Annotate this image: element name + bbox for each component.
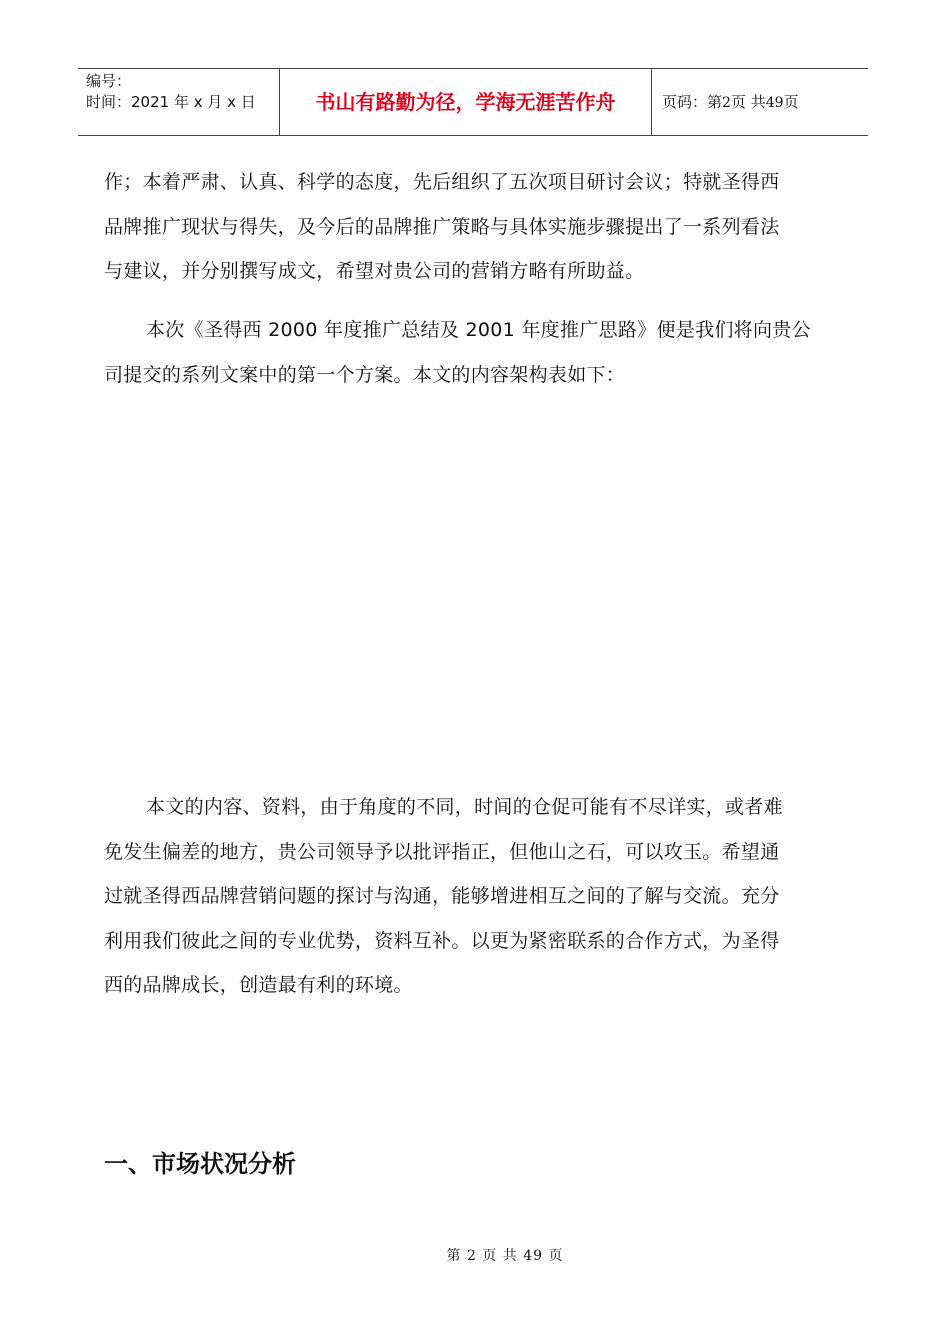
page-prefix: 第 [707, 93, 723, 111]
date-line [86, 92, 279, 113]
serial-label: 编号： [86, 72, 132, 90]
paragraph-line: 本文的内容、资料，由于角度的不同，时间的仓促可能有不尽详实，或者难 [146, 796, 783, 818]
paragraph-line: 司提交的系列文案中的第一个方案。本文的内容架构表如下： [104, 363, 626, 386]
paragraph-line: 作；本着严肃、认真、科学的态度，先后组织了五次项目研讨会议；特就圣得西 [104, 171, 780, 193]
page-current: 2 [722, 95, 731, 111]
section-heading: 一、市场状况分析 [104, 1150, 296, 1178]
paragraph-line: 品牌推广现状与得失，及今后的品牌推广策略与具体实施步骤提出了一系列看法 [104, 215, 780, 238]
header-meta [78, 69, 279, 135]
page-suffix: 页 [783, 93, 799, 111]
page-footer: 第 2 页 共 49 页 [446, 1248, 564, 1264]
date-label: 时间： [86, 93, 132, 111]
paragraph-line: 过就圣得西品牌营销问题的探讨与沟通，能够增进相互之间的了解与交流。充分 [104, 885, 780, 907]
paragraph-line: 免发生偏差的地方，贵公司领导予以批评指正，但他山之石，可以攻玉。希望通 [104, 840, 780, 863]
body-paragraph-2 [104, 308, 844, 397]
page-label: 页码： [662, 93, 708, 111]
body-paragraph-1 [104, 160, 844, 294]
header-page-info [652, 69, 868, 135]
header-motto: 书山有路勤为径，学海无涯苦作舟 [279, 69, 652, 135]
paragraph-line: 本次《圣得西 2000 年度推广总结及 2001 年度推广思路》便是我们将向贵公 [146, 319, 811, 341]
page-mid: 页 共 [730, 93, 766, 111]
paragraph-line: 与建议，并分别撰写成文，希望对贵公司的营销方略有所助益。 [104, 260, 645, 282]
body-paragraph-3 [104, 785, 844, 1008]
date-value: 2021 年 x 月 x 日 [131, 93, 256, 111]
paragraph-line: 利用我们彼此之间的专业优势，资料互补。以更为紧密联系的合作方式，为圣得 [104, 929, 780, 952]
page-total: 49 [765, 95, 784, 111]
document-header [78, 68, 868, 136]
paragraph-line: 西的品牌成长，创造最有利的环境。 [104, 974, 413, 996]
